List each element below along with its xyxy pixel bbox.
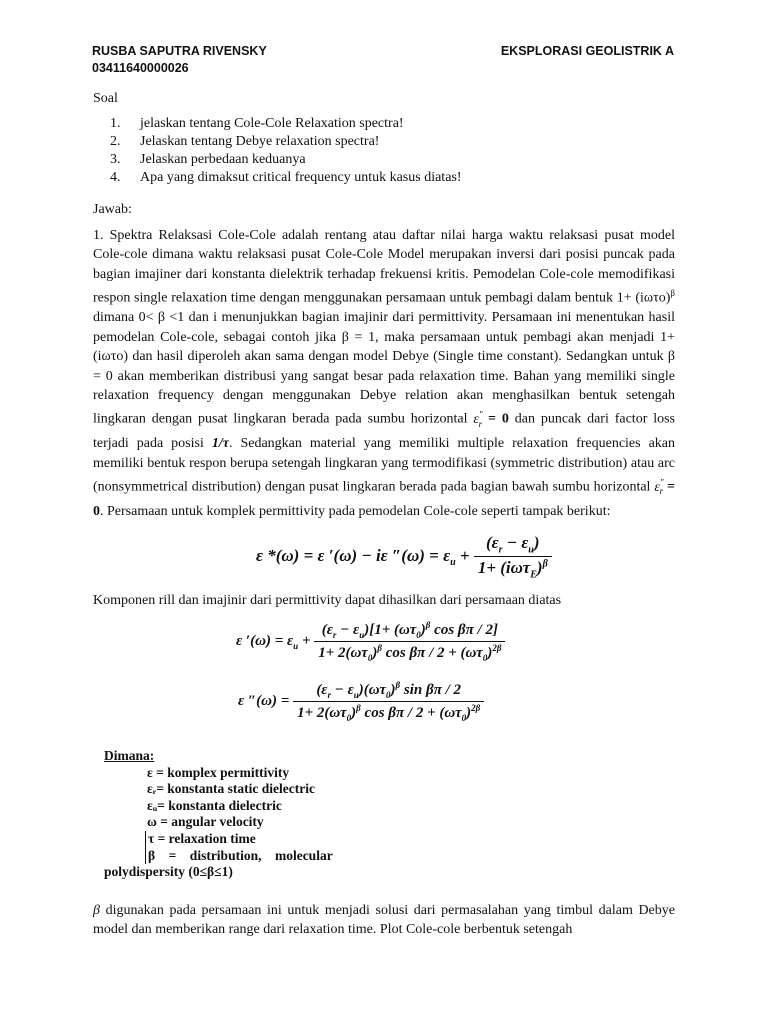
- jawab-heading: Jawab:: [93, 202, 132, 217]
- author-name: RUSBA SAPUTRA RIVENSKY: [92, 44, 267, 58]
- legend-item: ω = angular velocity: [147, 814, 264, 830]
- question-item: 1. jelaskan tentang Cole-Cole Relaxation spectra!: [110, 116, 404, 131]
- fraction: $\frac{(\varepsilon_r - \varepsilon_u)}{1+ (i\omega\tau_E)^\beta}$: [474, 533, 552, 581]
- eps-r-symbol: $\varepsilon''_r$: [473, 409, 483, 429]
- question-list: [110, 115, 670, 187]
- variable-legend: [104, 748, 384, 881]
- answer-paragraph-3: β digunakan pada persamaan ini untuk menjadi solusi dari permasalahan yang timbul dalam Debye model dan memberikan range dari relaxation time. Plot Cole-cole berbentuk setengah: [93, 903, 675, 938]
- soal-heading: Soal: [93, 91, 118, 106]
- legend-item: τ = relaxation time: [145, 831, 384, 848]
- answer-paragraph-1: 1. Spektra Relaksasi Cole-Cole adalah rentang atau daftar nilai harga waktu relaksasi pusat model Cole-cole dimana waktu relaksasi pusat Cole-Cole Model merupakan inversi dari posisi puncak pada bagian imajiner dari konstanta dielektrik terhadap frekuensi kritis. Pemodelan Cole-cole memodifikasi respon single relaxation time dengan menggunakan persamaan untuk pembagi dalam bentuk $1+ (i\omega\tau o)^\beta$ dimana 0< β <1 dan i menunjukkan bagian imajinir dari permittivity. Persamaan ini menentukan hasil pemodelan Cole-cole, sebagai contoh jika β = 1, maka persamaan untuk pembagi akan menjadi 1+(iωτo) dan hasil diperoleh akan sama dengan model Debye (Single time constant). Sedangkan untuk β = 0 akan memberikan distribusi yang sangat besar pada relaxation time. Bahan yang memiliki single relaxation frequency dengan menggunakan Debye relation akan menghasilkan bentuk setengah lingkaran dengan pusat lingkaran berada pada sumbu horizontal $\varepsilon''_r = 0$ dan puncak dari factor loss terjadi pada posisi 1/τ. Sedangkan material yang memiliki multiple relaxation frequencies akan memiliki bentuk respon berupa setengah lingkaran yang termodifikasi (symmetric distribution) atau arc (nonsymmetrical distribution) dengan pusat lingkaran berada pada bagian bawah sumbu horizontal $\varepsilon''_r = 0$. Persamaan untuk komplek permittivity pada pemodelan Cole-cole seperti tampak berikut:: [93, 228, 676, 519]
- legend-item: β = distribution, molecular: [145, 848, 384, 865]
- header-author-block: [92, 43, 267, 77]
- question-item: 2. Jelaskan tentang Debye relaxation spectra!: [110, 134, 380, 149]
- equation-real-part: ε $'(\omega) = \varepsilon_u$ + $\frac{(\varepsilon_r - \varepsilon_u)[1+ (\omega\tau_0)^\beta \cos \beta\pi / 2]}{1+ 2(\omega\tau_0)^\beta \cos \beta\pi / 2 + (\omega\tau_0)^{2\beta}}$: [236, 620, 505, 663]
- question-item: 4. Apa yang dimaksut critical frequency untuk kasus diatas!: [110, 170, 462, 185]
- answer-paragraph-2: Komponen rill dan imajinir dari permittivity dapat dihasilkan dari persamaan diatas: [93, 593, 562, 608]
- legend-title: Dimana:: [104, 748, 155, 763]
- eps-r-symbol: $\varepsilon''_r$: [654, 476, 664, 497]
- fraction: $\frac{(\varepsilon_r - \varepsilon_u)[1+ (\omega\tau_0)^\beta \cos \beta\pi / 2]}{1+ 2(\omega\tau_0)^\beta \cos \beta\pi / 2 + (\omega\tau_0)^{2\beta}}$: [314, 620, 505, 663]
- student-id: 03411640000026: [92, 61, 189, 75]
- equation-complex-permittivity: ε *(ω) = ε ′(ω) − iε $''(\omega) = \varepsilon_u$ + $\frac{(\varepsilon_r - \varepsilon_u)}{1+ (i\omega\tau_E)^\beta}$: [256, 533, 552, 581]
- legend-item: εᵣ= konstanta static dielectric: [147, 781, 315, 797]
- equation-imaginary-part: ε ″(ω) = $\frac{(\varepsilon_r - \varepsilon_u)(\omega\tau_0)^\beta \sin \beta\pi / 2}{1+ 2(\omega\tau_0)^\beta \cos \beta\pi / 2 + (\omega\tau_0)^{2\beta}}$: [238, 680, 484, 723]
- legend-item: ε = komplex permittivity: [147, 764, 290, 780]
- legend-item: polydispersity (0≤β≤1): [104, 864, 233, 880]
- question-item: 3. Jelaskan perbedaan keduanya: [110, 152, 306, 167]
- legend-item: εᵤ= konstanta dielectric: [147, 797, 282, 813]
- course-title: EKSPLORASI GEOLISTRIK A: [500, 44, 674, 58]
- fraction: $\frac{(\varepsilon_r - \varepsilon_u)(\omega\tau_0)^\beta \sin \beta\pi / 2}{1+ 2(\omega\tau_0)^\beta \cos \beta\pi / 2 + (\omega\tau_0)^{2\beta}}$: [293, 680, 484, 723]
